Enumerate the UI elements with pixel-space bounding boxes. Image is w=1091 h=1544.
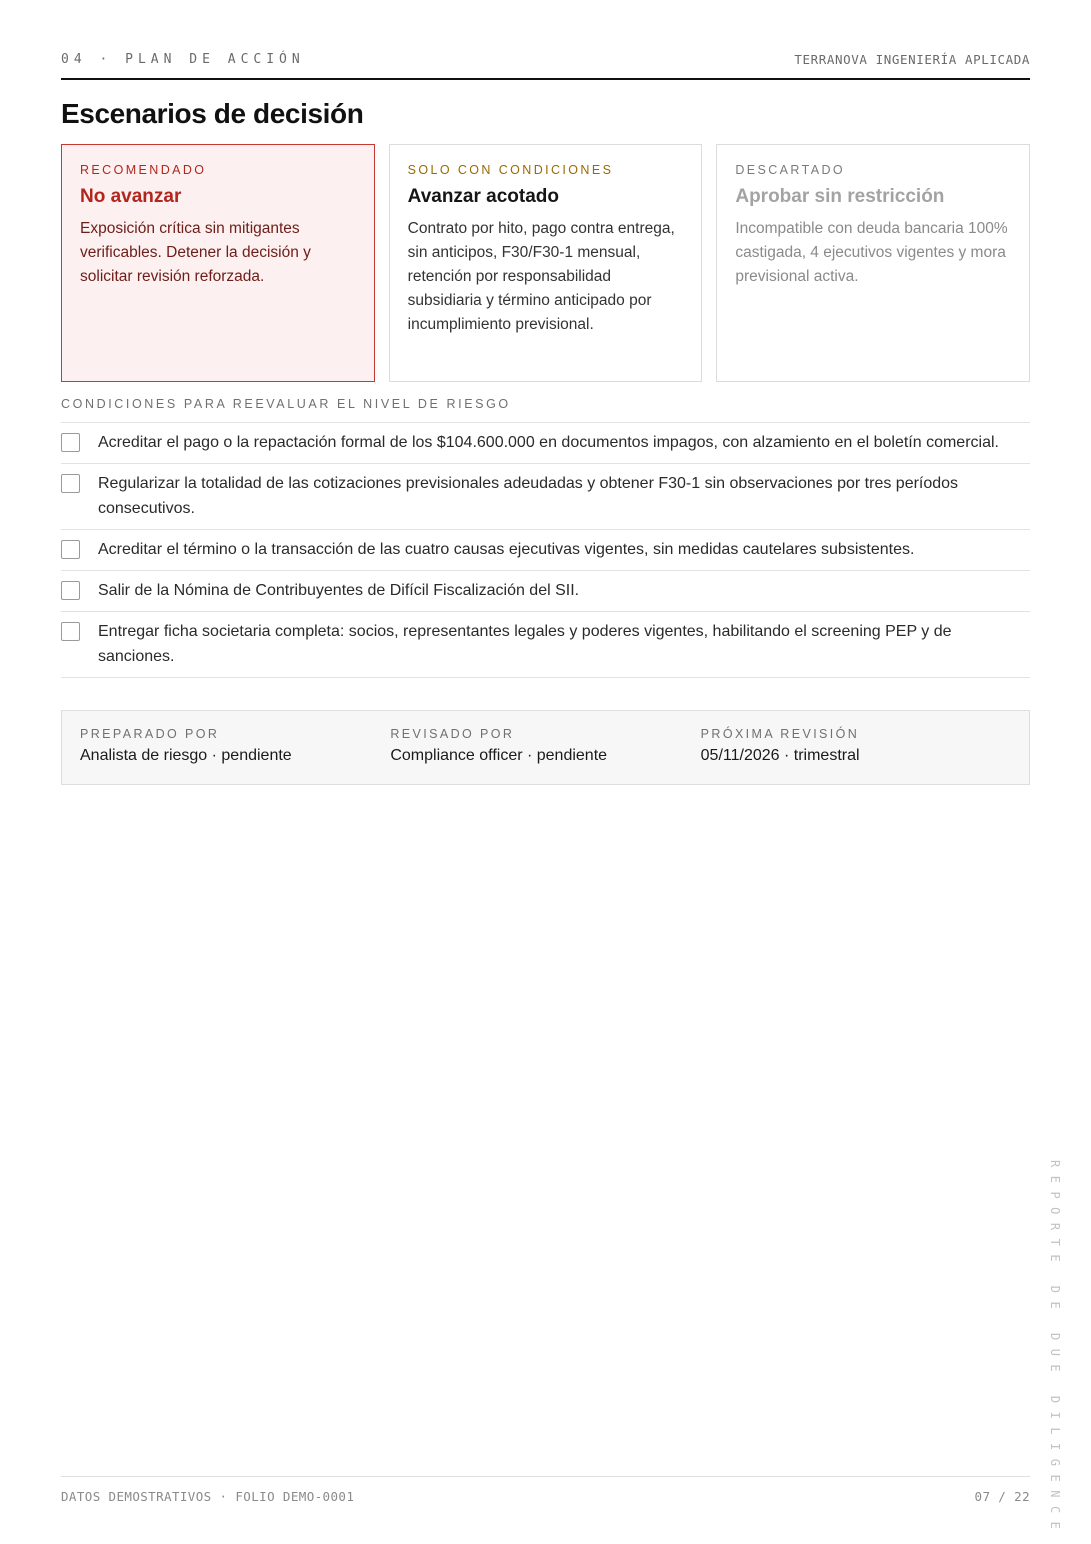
condition-item [61, 530, 1030, 571]
page-header [61, 52, 1030, 80]
scenario-description: Incompatible con deuda bancaria 100% castigada, 4 ejecutivos vigentes y mora previsional activa. [735, 220, 1008, 285]
decision-scenarios [61, 144, 1030, 382]
condition-checkbox[interactable] [61, 581, 80, 600]
scenario-card-conditional [389, 144, 703, 382]
company-name: TERRANOVA INGENIERÍA APLICADA [794, 52, 1030, 67]
scenario-tag: DESCARTADO [735, 163, 846, 177]
scenario-title: Aprobar sin restricción [735, 186, 945, 207]
condition-checkbox[interactable] [61, 622, 80, 641]
scenario-description: Exposición crítica sin mitigantes verificables. Detener la decisión y solicitar revisión reforzada. [80, 220, 311, 285]
condition-text: Salir de la Nómina de Contribuyentes de Difícil Fiscalización del SII. [98, 582, 580, 599]
condition-checkbox[interactable] [61, 474, 80, 493]
reviewed-by-value: Compliance officer · pendiente [390, 747, 608, 764]
next-review-value: 05/11/2026 · trimestral [700, 747, 860, 764]
page-title: Escenarios de decisión [61, 98, 364, 129]
conditions-checklist [61, 422, 1030, 678]
page-footer [61, 1476, 1030, 1504]
scenario-title: No avanzar [80, 186, 182, 207]
prepared-by [80, 727, 390, 784]
scenario-tag: RECOMENDADO [80, 163, 207, 177]
condition-text: Entregar ficha societaria completa: socios, representantes legales y poderes vigentes, habilitando el screening PEP y de sanciones. [98, 623, 952, 665]
scenario-description: Contrato por hito, pago contra entrega, sin anticipos, F30/F30-1 mensual, retención por responsabilidad subsidiaria y término anticipado por incumplimiento previsional. [407, 220, 675, 333]
condition-item [61, 464, 1030, 530]
reviewed-by-label: REVISADO POR [390, 727, 515, 741]
condition-item [61, 612, 1030, 678]
next-review [701, 727, 1011, 784]
scenario-card-discarded [716, 144, 1030, 382]
next-review-label: PRÓXIMA REVISIÓN [700, 727, 860, 741]
condition-item [61, 571, 1030, 612]
prepared-by-label: PREPARADO POR [80, 727, 220, 741]
condition-checkbox[interactable] [61, 433, 80, 452]
prepared-by-value: Analista de riesgo · pendiente [80, 747, 292, 764]
section-label: 04 · PLAN DE ACCIÓN [61, 52, 305, 67]
condition-checkbox[interactable] [61, 540, 80, 559]
reviewed-by [390, 727, 700, 784]
scenario-tag: SOLO CON CONDICIONES [407, 163, 614, 177]
page-number: 07 / 22 [974, 1489, 1030, 1504]
condition-text: Acreditar el pago o la repactación formal de los $104.600.000 en documentos impagos, con alzamiento en el boletín comercial. [98, 434, 999, 451]
scenario-card-recommended [61, 144, 375, 382]
footer-folio: DATOS DEMOSTRATIVOS · FOLIO DEMO-0001 [61, 1489, 355, 1504]
report-side-label: REPORTE DE DUE DILIGENCE [1048, 1160, 1062, 1538]
condition-text: Acreditar el término o la transacción de las cuatro causas ejecutivas vigentes, sin medidas cautelares subsistentes. [98, 541, 915, 558]
signoff-panel [61, 710, 1030, 785]
conditions-heading: CONDICIONES PARA REEVALUAR EL NIVEL DE RIESGO [61, 397, 511, 411]
scenario-title: Avanzar acotado [407, 186, 560, 207]
condition-text: Regularizar la totalidad de las cotizaciones previsionales adeudadas y obtener F30-1 sin observaciones por tres períodos consecutivos. [98, 475, 959, 517]
condition-item [61, 423, 1030, 464]
